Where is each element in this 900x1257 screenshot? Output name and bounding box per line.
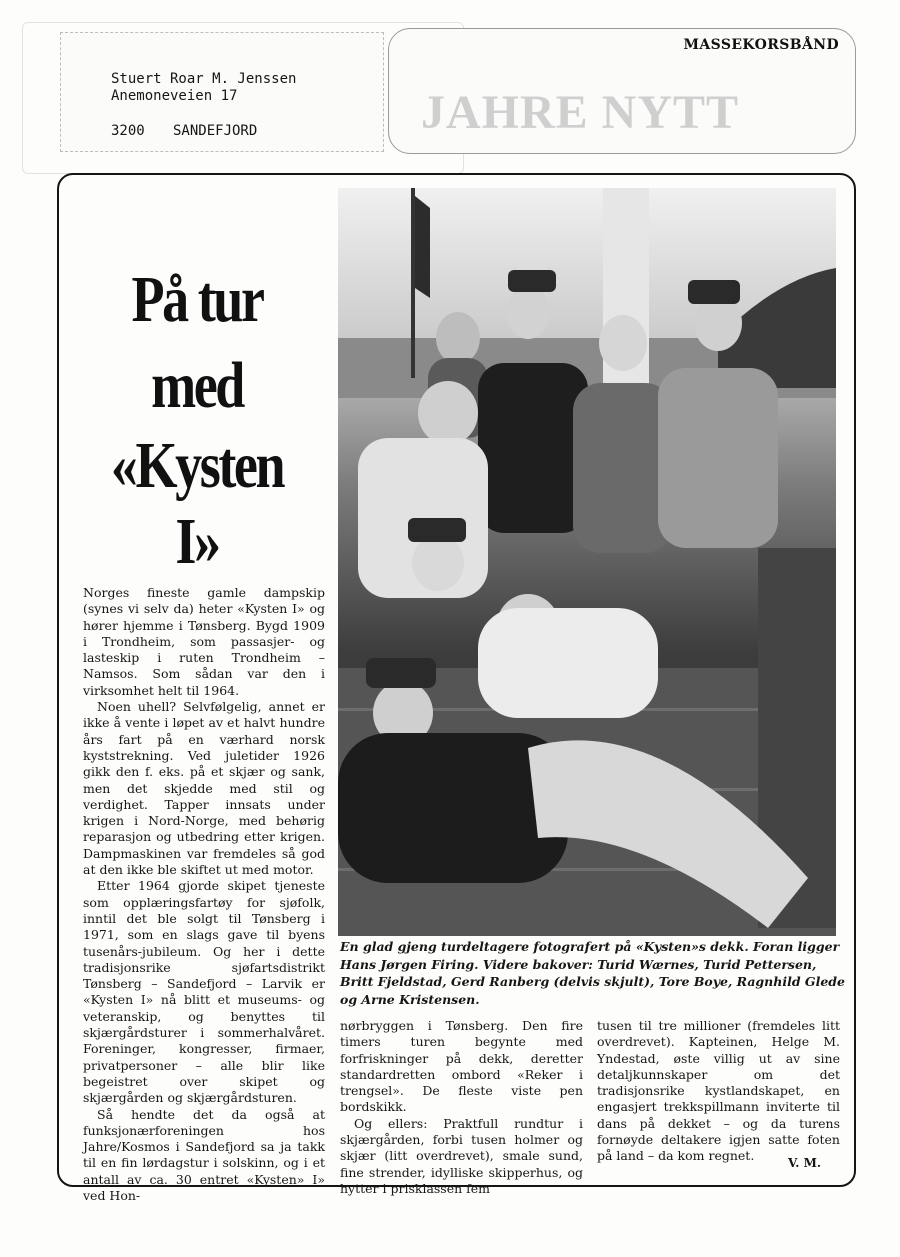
photo-caption: En glad gjeng turdeltagere fotografert på «Kysten»s dekk. Foran ligger Hans Jørgen Firing. Videre bakover: Turid Wærnes, Turid Pettersen, Britt Fjeldstad, Gerd Ranberg (delvis skjult), Tore Boye, Ragnhild Glede og Arne Kristensen. — [340, 939, 846, 1007]
headline-line-3: «Kysten I» — [110, 429, 284, 578]
publication-name: JAHRE NYTT — [421, 86, 740, 139]
recipient-city: SANDEFJORD — [173, 123, 258, 139]
photo-illustration — [338, 188, 836, 936]
paragraph: Og ellers: Praktfull rundtur i skjærgården, forbi tusen holmer og skjær (litt overdrevet), smale sund, fine strender, idylliske skipperhus, og hytter i prisklassen fem — [340, 1115, 583, 1196]
paragraph: nørbryggen i Tønsberg. Den fire timers turen begynte med forfriskninger på dekk, deretter standardretten ombord «Reker i trengsel». De fleste viste pen bordskikk. — [340, 1018, 583, 1115]
headline-line-2: med — [151, 349, 243, 422]
recipient-name: Stuert Roar M. Jenssen — [111, 71, 297, 87]
article-column-3 — [597, 1018, 840, 1165]
article-column-1 — [83, 585, 325, 1204]
masthead — [388, 28, 856, 154]
recipient-street: Anemoneveien 17 — [111, 88, 238, 104]
mailing-label — [60, 32, 384, 152]
recipient-postcode: 3200 — [111, 123, 145, 139]
paragraph: Etter 1964 gjorde skipet tjeneste som opplæringsfartøy for sjøfolk, inntil det ble solgt til Tønsberg i 1971, som en slags gave til byens tusenårs-jubileum. Og her i dette tradisjonsrike sjøfartsdistrikt Tønsberg – Sandefjord – Larvik er «Kysten I» nå blitt et museums- og veteranskip, og benyttes til skjærgårdsturer i sommerhalvåret. Foreninger, kongresser, firmaer, privatpersoner – alle blir like begeistret over skipet og skjærgården og skjærgårdsturen. — [83, 878, 325, 1106]
headline-line-1: På tur — [131, 263, 263, 336]
paragraph: Noen uhell? Selvfølgelig, annet er ikke å vente i løpet av et halvt hundre års fart på en værhard norsk kyststrekning. Ved juletider 1926 gikk den f. eks. på et skjær og sank, men det skjedde med stil og verdighet. Tapper innsats under krigen i Nord-Norge, med behørig reparasjon og utbedring etter krigen. Dampmaskinen var fremdeles så god at den ikke ble skiftet ut med motor. — [83, 699, 325, 878]
paragraph: Så hendte det da også at funksjonærforeningen hos Jahre/Kosmos i Sandefjord sa ja takk til en fin lørdagstur i solskinn, og i et antall av ca. 30 entret «Kysten» I» ved Hon- — [83, 1106, 325, 1203]
author-signature: V. M. — [788, 1156, 822, 1170]
mailing-class-tag: MASSEKORSBÅND — [683, 37, 839, 53]
article-column-2 — [340, 1018, 583, 1197]
paragraph: Norges fineste gamle dampskip (synes vi selv da) heter «Kysten I» og hører hjemme i Tønsberg. Bygd 1909 i Trondheim, som passasjer- og lasteskip i ruten Trondheim – Namsos. Som sådan var den i virksomhet helt til 1964. — [83, 585, 325, 698]
group-photo — [338, 188, 836, 936]
paragraph: tusen til tre millioner (fremdeles litt overdrevet). Kapteinen, Helge M. Yndestad, øste villig ut av sine detaljkunnskaper om det tradisjonsrike kystlandskapet, en engasjert trekkspillmann inviterte til dans på dekket – og da turens fornøyde deltakere igjen satte foten på land – da kom regnet. — [597, 1018, 840, 1164]
